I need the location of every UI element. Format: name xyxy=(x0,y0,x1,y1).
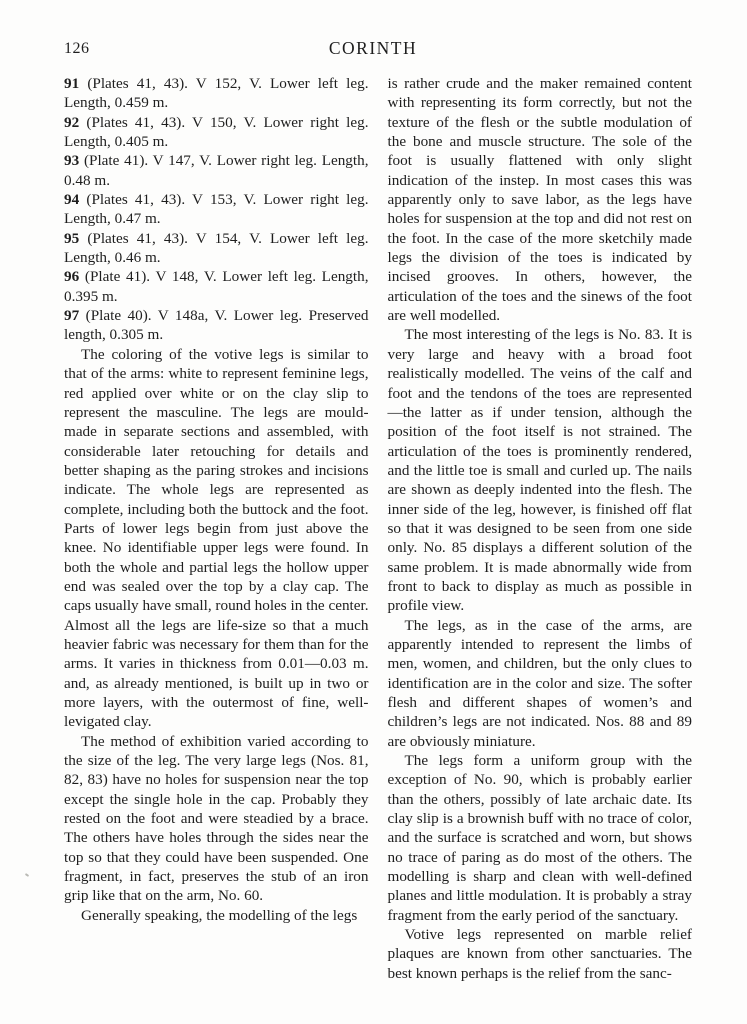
catalog-entry-text: (Plate 41). V 147, V. Lower right leg. Length, 0.48 m. xyxy=(64,152,369,189)
text-columns xyxy=(64,74,692,983)
catalog-entry-text: (Plates 41, 43). V 152, V. Lower left leg. Length, 0.459 m. xyxy=(64,75,369,112)
catalog-entry-number: 96 xyxy=(64,268,80,286)
catalog-entry-95 xyxy=(64,229,369,268)
scan-artifact xyxy=(25,873,29,877)
paragraph-modelling-continued: is rather crude and the maker remained content with representing its form correctly, but not the texture of the flesh or the subtle modulation of the bone and muscle structure. The sole of the foot is usually flattened with only slight indication of the instep. In most cases this was apparently only to save labor, as the legs have holes for suspension at the top and did not rest on the foot. In the case of the more sketchily made legs the division of the toes is indicated by incised grooves. In others, however, the articulation of the toes and the sinews of the foot are well modelled. xyxy=(387,75,692,325)
paragraph-uniform-group: The legs form a uniform group with the exception of No. 90, which is probably earlier than the others, possibly of late archaic date. Its clay slip is a brownish buff with no trace of color, and the surface is scratched and worn, but shows no trace of paring as do most of the others. The modelling is sharp and clean with well-defined planes and little modulation. It is probably a stray fragment from the early period of the sanctuary. xyxy=(387,752,692,924)
right-column xyxy=(388,74,693,983)
paragraph-no83: The most interesting of the legs is No. 83. It is very large and heavy with a broad foot realistically modelled. The veins of the calf and foot and the tendons of the toes are represented —the latter as if under tension, although the position of the foot itself is not strained. The articulation of the toes is prominently rendered, and the little toe is small and curled up. The nails are shown as deeply indented into the flesh. The inner side of the leg, however, is finished off flat so that it was designed to be seen from one side only. No. 85 displays a different solution of the same problem. It is made abnormally wide from front to back to display as much as possible in profile view. xyxy=(387,326,692,615)
catalog-entry-93 xyxy=(64,151,369,190)
paragraph-modelling-start: Generally speaking, the modelling of the legs xyxy=(81,906,358,924)
paragraph-marble-relief: Votive legs represented on marble relief plaques are known from other sanctuaries. The best known perhaps is the relief from the sanc- xyxy=(387,926,692,982)
catalog-entry-number: 92 xyxy=(64,113,80,131)
catalog-entry-number: 97 xyxy=(64,307,80,325)
catalog-entry-text: (Plates 41, 43). V 154, V. Lower left leg. Length, 0.46 m. xyxy=(64,229,369,267)
catalog-entry-97 xyxy=(64,306,369,345)
catalog-entry-91 xyxy=(64,74,369,113)
left-column xyxy=(64,74,369,983)
paragraph-coloring: The coloring of the votive legs is similar to that of the arms: white to represent feminine legs, red applied over white or on the clay slip to represent the masculine. The legs are mould-made in separate sections and assembled, with considerable later retouching for details and better shaping as the paring strokes and incisions indicate. The whole legs are represented as complete, including both the buttock and the foot. Parts of lower legs begin from just above the knee. No identifiable upper legs were found. In both the whole and partial legs the hollow upper end was sealed over the top by a clay cap. The caps usually have small, round holes in the center. Almost all the legs are life-size so that a much heavier fabric was necessary for them than for the arms. It varies in thickness from 0.01—0.03 m. and, as already mentioned, is built up in two or more layers, with the outermost of fine, well-levigated clay. xyxy=(64,345,369,731)
catalog-entry-number: 94 xyxy=(64,191,80,209)
running-title: CORINTH xyxy=(328,38,418,58)
catalog-entry-92 xyxy=(64,113,369,152)
page-header xyxy=(64,38,692,60)
catalog-entry-96 xyxy=(64,267,369,306)
catalog-entry-number: 93 xyxy=(64,152,80,170)
catalog-entry-number: 91 xyxy=(64,75,80,92)
catalog-entry-number: 95 xyxy=(64,229,80,247)
page-number: 126 xyxy=(64,40,90,57)
catalog-entry-text: (Plates 41, 43). V 150, V. Lower right leg. Length, 0.405 m. xyxy=(64,113,369,151)
catalog-entry-text: (Plate 40). V 148a, V. Lower leg. Preserved length, 0.305 m. xyxy=(64,307,369,344)
paragraph-limbs: The legs, as in the case of the arms, are apparently intended to represent the limbs of men, women, and children, but the only clues to identification are in the color and size. The softer flesh and different shapes of women’s and children’s legs are not indicated. Nos. 88 and 89 are obviously miniature. xyxy=(387,616,692,750)
catalog-entry-text: (Plate 41). V 148, V. Lower left leg. Length, 0.395 m. xyxy=(64,268,369,305)
catalog-entry-94 xyxy=(64,190,369,229)
paragraph-exhibition: The method of exhibition varied according to the size of the leg. The very large legs (Nos. 81, 82, 83) have no holes for suspension near the top except the single hole in the cap. Probably they rested on the foot and were steadied by a brace. The others have holes through the sides near the top so that they could have been suspended. One fragment, in fact, preserves the stub of an iron grip like that on the arm, No. 60. xyxy=(64,732,369,905)
catalog-entry-text: (Plates 41, 43). V 153, V. Lower right leg. Length, 0.47 m. xyxy=(64,191,369,228)
